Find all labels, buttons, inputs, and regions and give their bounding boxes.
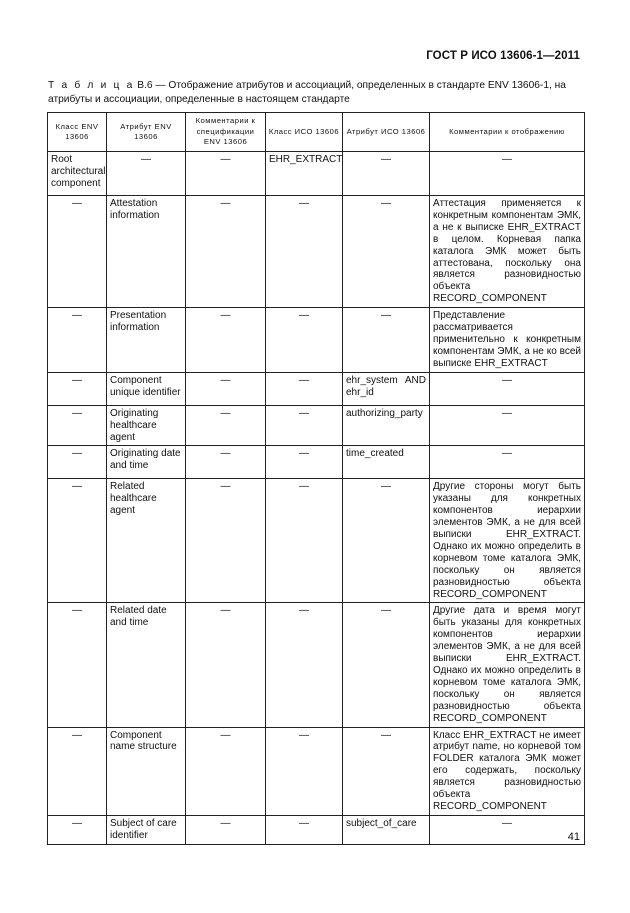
cell-env-attribute: Attestation information bbox=[107, 196, 186, 308]
cell-mapping-comment: — bbox=[430, 372, 585, 405]
cell-env-comment: — bbox=[186, 446, 266, 479]
cell-env-comment: — bbox=[186, 727, 266, 815]
cell-env-class: — bbox=[48, 308, 107, 373]
cell-env-comment: — bbox=[186, 372, 266, 405]
cell-env-attribute: Presentation information bbox=[107, 308, 186, 373]
cell-iso-class: — bbox=[266, 308, 343, 373]
table-caption-text: В.6 — Отображение атрибутов и ассоциаций, определенных в стандарте ENV 13606-1, на атрибуты и ассоциации, определенные в настоящем стандарте bbox=[48, 80, 566, 105]
cell-iso-class: — bbox=[266, 603, 343, 727]
cell-env-class: — bbox=[48, 446, 107, 479]
column-header-iso-attribute: Атрибут ИСО 13606 bbox=[343, 113, 430, 152]
cell-mapping-comment: — bbox=[430, 446, 585, 479]
cell-iso-attribute: — bbox=[343, 308, 430, 373]
table-row bbox=[48, 152, 585, 196]
cell-iso-attribute: — bbox=[343, 603, 430, 727]
column-header-env-attribute: Атрибут ENV 13606 bbox=[107, 113, 186, 152]
cell-iso-class: — bbox=[266, 372, 343, 405]
cell-mapping-comment: — bbox=[430, 815, 585, 844]
cell-iso-attribute: — bbox=[343, 727, 430, 815]
cell-mapping-comment: Представление рассматривается применительно к конкретным компонентам ЭМК, а не ко всей выписке EHR_EXTRACT bbox=[430, 308, 585, 373]
standard-code-header: ГОСТ Р ИСО 13606-1—2011 bbox=[426, 50, 580, 62]
table-row bbox=[48, 308, 585, 373]
cell-env-comment: — bbox=[186, 815, 266, 844]
table-row bbox=[48, 727, 585, 815]
cell-iso-class: — bbox=[266, 405, 343, 446]
cell-mapping-comment: — bbox=[430, 152, 585, 196]
cell-iso-class: — bbox=[266, 815, 343, 844]
cell-env-class: — bbox=[48, 603, 107, 727]
cell-env-class: — bbox=[48, 405, 107, 446]
column-header-iso-class: Класс ИСО 13606 bbox=[266, 113, 343, 152]
cell-env-comment: — bbox=[186, 479, 266, 603]
cell-iso-attribute: — bbox=[343, 152, 430, 196]
cell-mapping-comment: — bbox=[430, 405, 585, 446]
cell-env-attribute: Related healthcare agent bbox=[107, 479, 186, 603]
cell-env-comment: — bbox=[186, 308, 266, 373]
cell-env-class: — bbox=[48, 372, 107, 405]
table-header-row bbox=[48, 113, 585, 152]
table-caption bbox=[48, 79, 588, 106]
column-header-mapping-comment: Комментарии к отображению bbox=[430, 113, 585, 152]
cell-iso-class: EHR_EXTRACT bbox=[266, 152, 343, 196]
cell-env-class: Root architectural component bbox=[48, 152, 107, 196]
column-header-env-comment: Комментарии к спецификации ENV 13606 bbox=[186, 113, 266, 152]
cell-iso-class: — bbox=[266, 196, 343, 308]
table-caption-label: Т а б л и ц а bbox=[48, 80, 135, 91]
cell-iso-attribute: — bbox=[343, 479, 430, 603]
cell-env-class: — bbox=[48, 479, 107, 603]
table-row bbox=[48, 479, 585, 603]
cell-env-attribute: Component unique identifier bbox=[107, 372, 186, 405]
cell-iso-attribute: subject_of_care bbox=[343, 815, 430, 844]
page-number: 41 bbox=[567, 831, 580, 843]
cell-iso-class: — bbox=[266, 479, 343, 603]
cell-iso-attribute: time_created bbox=[343, 446, 430, 479]
cell-iso-attribute: ehr_system AND ehr_id bbox=[343, 372, 430, 405]
cell-env-comment: — bbox=[186, 405, 266, 446]
cell-env-class: — bbox=[48, 196, 107, 308]
cell-iso-class: — bbox=[266, 446, 343, 479]
column-header-env-class: Класс ENV 13606 bbox=[48, 113, 107, 152]
cell-env-attribute: Related date and time bbox=[107, 603, 186, 727]
cell-iso-class: — bbox=[266, 727, 343, 815]
table-row bbox=[48, 815, 585, 844]
cell-mapping-comment: Другие стороны могут быть указаны для конкретных компонентов иерархии элементов ЭМК, а не для всей выписки EHR_EXTRACT. Однако их можно определить в корневом томе каталога ЭМК, поскольку он является разновидностью объекта RECORD_COMPONENT bbox=[430, 479, 585, 603]
cell-env-attribute: — bbox=[107, 152, 186, 196]
cell-env-class: — bbox=[48, 815, 107, 844]
table-row bbox=[48, 405, 585, 446]
cell-env-attribute: Component name structure bbox=[107, 727, 186, 815]
cell-env-comment: — bbox=[186, 152, 266, 196]
cell-env-attribute: Originating healthcare agent bbox=[107, 405, 186, 446]
table-row bbox=[48, 196, 585, 308]
cell-env-attribute: Originating date and time bbox=[107, 446, 186, 479]
table-row bbox=[48, 603, 585, 727]
cell-mapping-comment: Аттестация применяется к конкретным компонентам ЭМК, а не к выписке EHR_EXTRACT в целом. Корневая папка каталога ЭМК может быть аттестована, поскольку она является разновидностью объекта RECORD_COMPONENT bbox=[430, 196, 585, 308]
cell-env-attribute: Subject of care identifier bbox=[107, 815, 186, 844]
mapping-table bbox=[47, 112, 585, 845]
cell-iso-attribute: authorizing_party bbox=[343, 405, 430, 446]
cell-iso-attribute: — bbox=[343, 196, 430, 308]
table-row bbox=[48, 372, 585, 405]
table-row bbox=[48, 446, 585, 479]
cell-mapping-comment: Другие дата и время могут быть указаны для конкретных компонентов иерархии элементов ЭМК, а не для всей выписки EHR_EXTRACT. Однако их можно определить в корневом томе каталога ЭМК, поскольку он является разновидностью объекта RECORD_COMPONENT bbox=[430, 603, 585, 727]
cell-env-class: — bbox=[48, 727, 107, 815]
cell-mapping-comment: Класс EHR_EXTRACT не имеет атрибут name, но корневой том FOLDER каталога ЭМК может его содержать, поскольку является разновидностью объекта RECORD_COMPONENT bbox=[430, 727, 585, 815]
cell-env-comment: — bbox=[186, 196, 266, 308]
cell-env-comment: — bbox=[186, 603, 266, 727]
